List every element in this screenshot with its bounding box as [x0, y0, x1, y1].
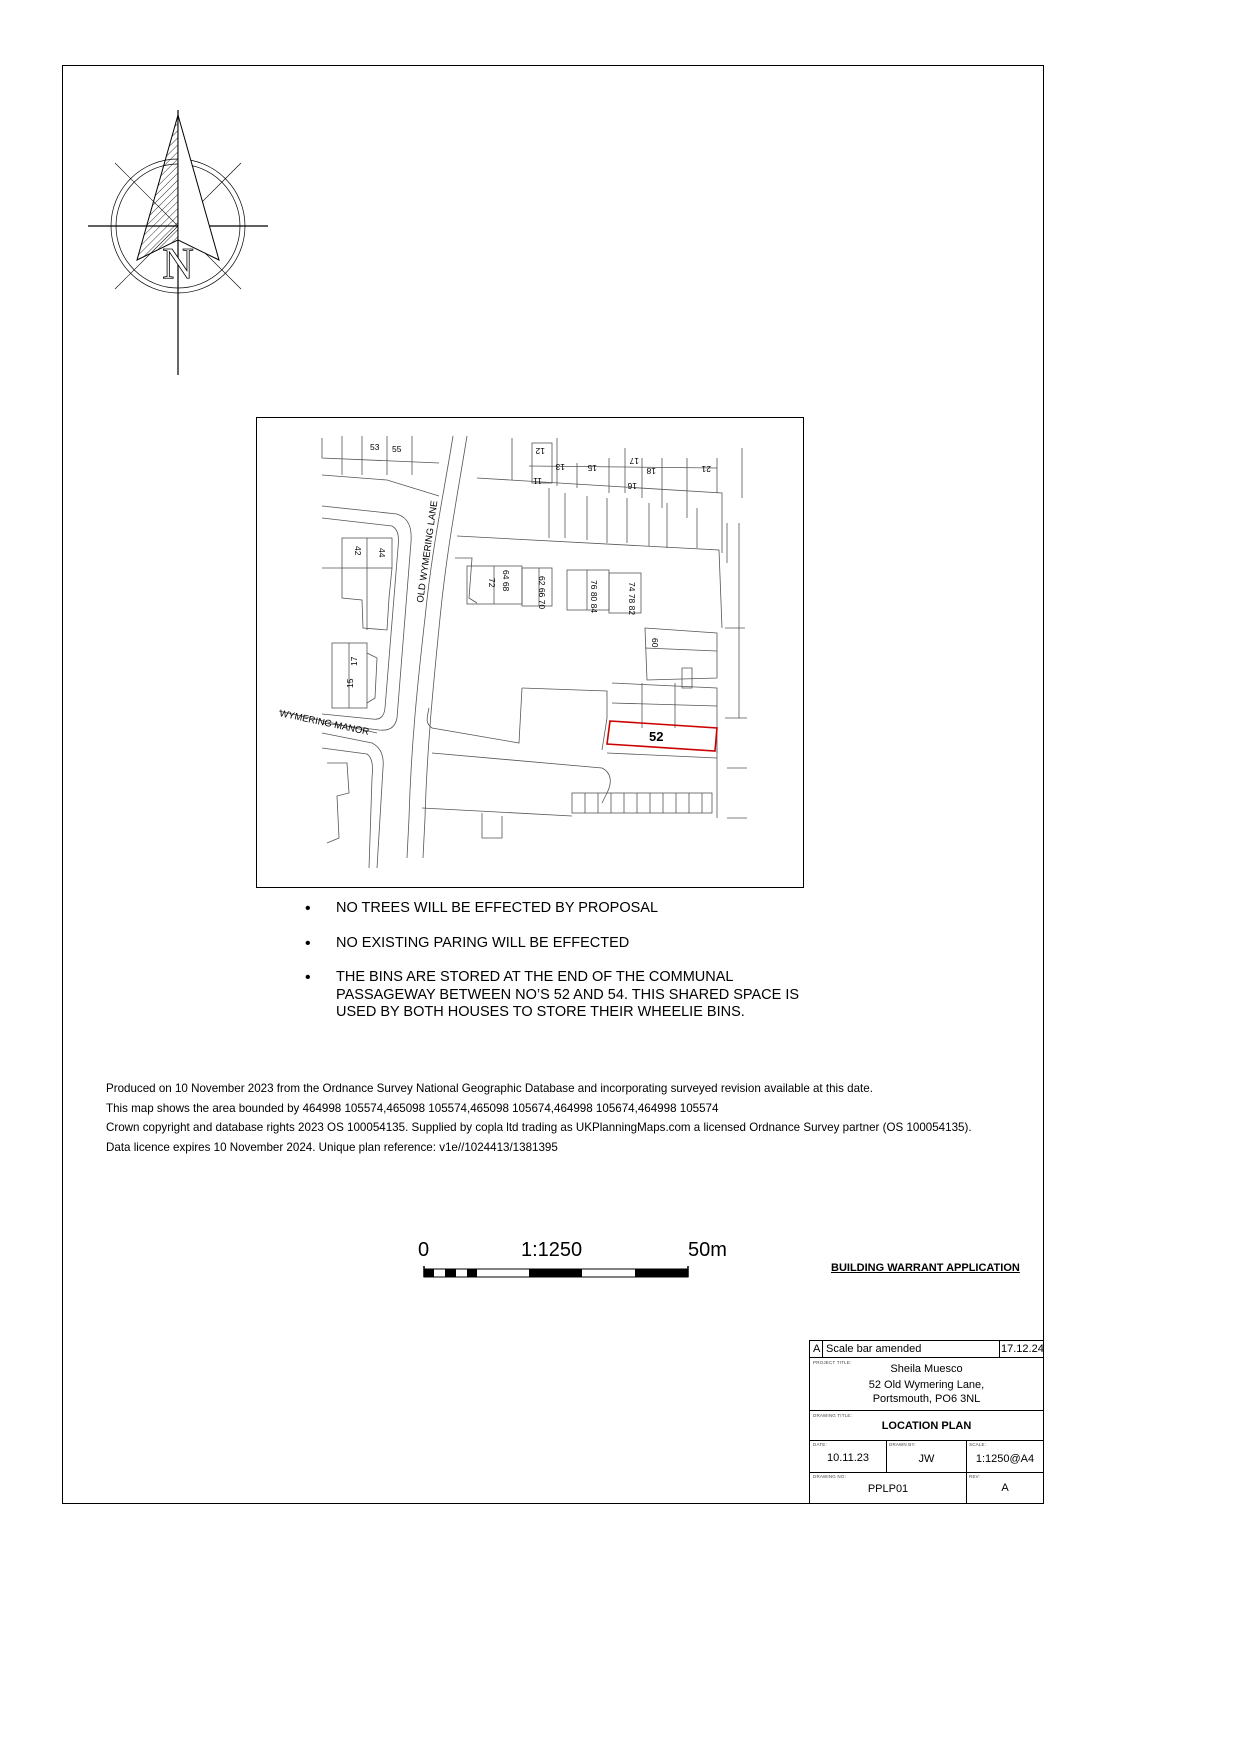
house-number: 42: [353, 546, 363, 556]
house-number: 12: [535, 446, 545, 456]
title-block: [809, 1340, 1044, 1504]
credit-line: This map shows the area bounded by 464998 105574,465098 105574,465098 105674,464998 105674,464998 105574: [106, 1101, 719, 1115]
house-number: 62 66 70: [537, 576, 547, 610]
house-number: 44: [377, 548, 387, 558]
credit-line: Data licence expires 10 November 2024. Unique plan reference: v1e//1024413/1381395: [106, 1140, 558, 1154]
scale-bar-graphic: [423, 1266, 690, 1279]
scale-bar-ratio: 1:1250: [521, 1239, 583, 1261]
house-number: 15: [345, 678, 355, 688]
house-number: 18: [646, 466, 656, 476]
road-label: WYMERING MANOR: [278, 708, 370, 738]
application-heading: BUILDING WARRANT APPLICATION: [831, 1262, 1020, 1274]
location-map: [256, 417, 804, 888]
drawing-scale: 1:1250@A4: [975, 1453, 1035, 1465]
drawing-rev: A: [1001, 1482, 1009, 1494]
drawing-title: LOCATION PLAN: [881, 1420, 972, 1432]
credit-line: Crown copyright and database rights 2023 OS 100054135. Supplied by copla ltd trading as UKPlanningMaps.com a licensed Ordnance Survey partner (OS 100054135).: [106, 1121, 972, 1135]
house-number: 60: [650, 638, 660, 648]
house-number: 74 78 82: [627, 582, 637, 616]
project-title-caption: PROJECT TITLE:: [813, 1360, 852, 1365]
house-number: 72: [487, 578, 497, 588]
ordnance-survey-credits: [106, 1079, 1036, 1157]
house-number: 17: [349, 656, 359, 666]
house-number: 64 68: [501, 570, 511, 592]
scale-bar-start: 0: [418, 1239, 430, 1261]
notes-list: [305, 900, 805, 1039]
scale-bar-end: 50m: [688, 1239, 727, 1261]
drawing-date: 10.11.23: [826, 1452, 869, 1464]
revision-letter: A: [813, 1343, 821, 1355]
note-item: • NO TREES WILL BE EFFECTED BY PROPOSAL: [305, 900, 805, 918]
road-label: OLD WYMERING LANE: [415, 499, 441, 604]
north-arrow-icon: [85, 110, 275, 380]
note-item: • THE BINS ARE STORED AT THE END OF THE COMMUNAL PASSAGEWAY BETWEEN NO’S 52 AND 54. THIS SHARED SPACE IS USED BY BOTH HOUSES TO STORE THEIR WHEELIE BINS.: [305, 969, 805, 1022]
house-number: 55: [392, 444, 402, 454]
drawing-number: PPLP01: [867, 1483, 909, 1495]
credit-line: Produced on 10 November 2023 from the Ordnance Survey National Geographic Database and incorporating surveyed revision available at this date.: [106, 1082, 873, 1095]
client-name: Sheila Muesco: [890, 1363, 963, 1375]
north-letter: N: [162, 239, 194, 288]
revision-date: 17.12.24: [1001, 1343, 1044, 1355]
house-number: 21: [701, 464, 711, 474]
scale-caption: SCALE:: [969, 1442, 987, 1447]
house-number: 15: [587, 463, 597, 473]
house-number: 13: [555, 462, 565, 472]
rev-caption: REV:: [969, 1474, 981, 1479]
drawn-by: JW: [918, 1453, 935, 1465]
house-number: 76 80 84: [589, 580, 599, 614]
house-number: 53: [370, 442, 380, 452]
house-number: 16: [627, 481, 637, 491]
house-number: 17: [629, 456, 639, 466]
address-line-1: 52 Old Wymering Lane,: [868, 1379, 985, 1391]
drawing-no-caption: DRAWING NO:: [813, 1474, 847, 1479]
address-line-2: Portsmouth, PO6 3NL: [872, 1393, 981, 1405]
revision-note: Scale bar amended: [826, 1343, 922, 1355]
site-label: 52: [649, 729, 664, 744]
date-caption: DATE:: [813, 1442, 827, 1447]
drawing-title-caption: DRAWING TITLE:: [813, 1413, 853, 1418]
map-drawing: [257, 418, 804, 888]
house-number: 11: [533, 476, 542, 486]
drawn-by-caption: DRAWN BY:: [889, 1442, 916, 1447]
note-item: • NO EXISTING PARING WILL BE EFFECTED: [305, 935, 805, 953]
